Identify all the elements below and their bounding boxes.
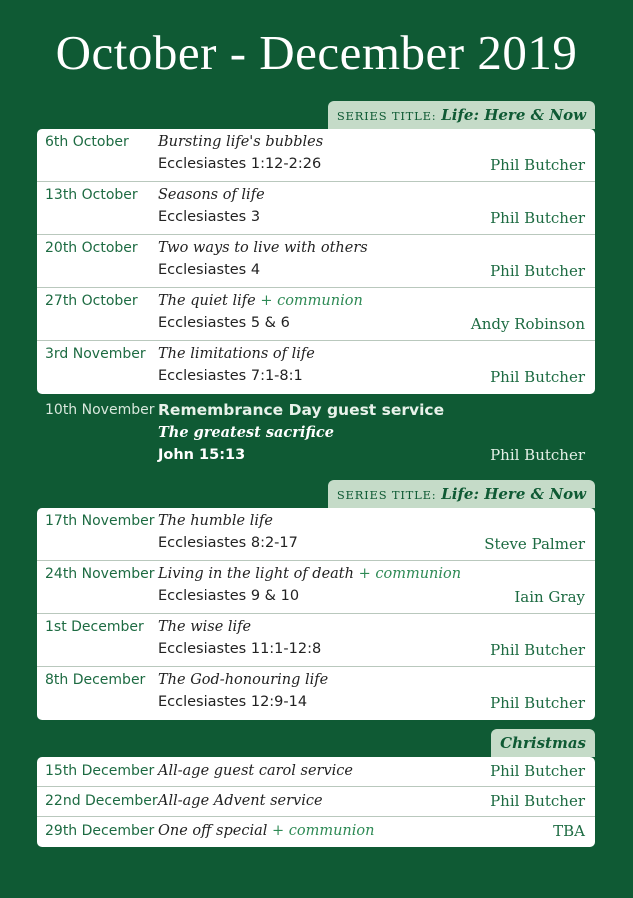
service-date: 8th December xyxy=(45,672,146,688)
sermon-topic: Two ways to live with others xyxy=(158,240,368,256)
sermon-topic: Living in the light of death + communion xyxy=(158,566,462,582)
service-date: 22nd December xyxy=(45,793,158,809)
christmas-tag xyxy=(491,729,595,757)
speaker-name: Phil Butcher xyxy=(490,792,585,810)
speaker-name: Phil Butcher xyxy=(490,368,585,386)
bible-passage: Ecclesiastes 12:9-14 xyxy=(158,694,308,710)
schedule-row xyxy=(37,561,595,614)
schedule-row xyxy=(37,614,595,667)
schedule-card-3 xyxy=(37,757,595,847)
christmas-label: Christmas xyxy=(500,734,586,752)
sermon-topic: All-age guest carol service xyxy=(158,763,353,779)
service-date: 6th October xyxy=(45,134,129,150)
schedule-row xyxy=(37,129,595,182)
speaker-name: Phil Butcher xyxy=(490,762,585,780)
sermon-topic: The quiet life + communion xyxy=(158,293,363,309)
service-date: 29th December xyxy=(45,823,155,839)
speaker-name: Phil Butcher xyxy=(490,446,585,464)
speaker-name: TBA xyxy=(553,822,585,840)
speaker-name: Phil Butcher xyxy=(490,156,585,174)
sermon-topic: Seasons of life xyxy=(158,187,265,203)
sermon-topic: The wise life xyxy=(158,619,252,635)
sermon-topic: The greatest sacrifice xyxy=(158,424,334,441)
schedule-row xyxy=(37,787,595,817)
speaker-name: Iain Gray xyxy=(514,588,585,606)
sermon-topic: One off special + communion xyxy=(158,823,375,839)
service-date: 10th November xyxy=(45,402,155,418)
speaker-name: Phil Butcher xyxy=(490,262,585,280)
schedule-card-2 xyxy=(37,508,595,720)
bible-passage: Ecclesiastes 5 & 6 xyxy=(158,315,290,331)
bible-passage: Ecclesiastes 3 xyxy=(158,209,261,225)
schedule-row xyxy=(37,341,595,394)
bible-passage: Ecclesiastes 7:1-8:1 xyxy=(158,368,303,384)
bible-passage: Ecclesiastes 11:1-12:8 xyxy=(158,641,322,657)
service-date: 17th November xyxy=(45,513,155,529)
speaker-name: Phil Butcher xyxy=(490,209,585,227)
series-name: Life: Here & Now xyxy=(441,106,586,124)
series-prefix: SERIES TITLE: xyxy=(336,488,437,502)
speaker-name: Steve Palmer xyxy=(484,535,585,553)
special-service xyxy=(37,400,595,470)
schedule-row xyxy=(37,508,595,561)
service-date: 13th October xyxy=(45,187,138,203)
bible-passage: John 15:13 xyxy=(158,447,246,463)
sermon-topic: The God-honouring life xyxy=(158,672,329,688)
series-name: Life: Here & Now xyxy=(441,485,586,503)
special-heading: Remembrance Day guest service xyxy=(158,401,445,419)
sermon-topic: The limitations of life xyxy=(158,346,315,362)
schedule-row xyxy=(37,235,595,288)
series-tag xyxy=(328,101,595,129)
schedule-row xyxy=(37,288,595,341)
page-title: October - December 2019 xyxy=(55,25,578,80)
service-date: 27th October xyxy=(45,293,138,309)
bible-passage: Ecclesiastes 1:12-2:26 xyxy=(158,156,322,172)
schedule-row xyxy=(37,757,595,787)
series-tag xyxy=(328,480,595,508)
service-date: 20th October xyxy=(45,240,138,256)
bible-passage: Ecclesiastes 8:2-17 xyxy=(158,535,298,551)
bible-passage: Ecclesiastes 9 & 10 xyxy=(158,588,300,604)
speaker-name: Andy Robinson xyxy=(470,315,585,333)
service-date: 1st December xyxy=(45,619,144,635)
sermon-topic: Bursting life's bubbles xyxy=(158,134,324,150)
schedule-card-1 xyxy=(37,129,595,394)
schedule-row xyxy=(37,182,595,235)
schedule-row xyxy=(37,667,595,720)
schedule-row xyxy=(37,817,595,847)
service-date: 15th December xyxy=(45,763,155,779)
sermon-topic: The humble life xyxy=(158,513,273,529)
speaker-name: Phil Butcher xyxy=(490,694,585,712)
series-prefix: SERIES TITLE: xyxy=(336,109,437,123)
sermon-topic: All-age Advent service xyxy=(158,793,323,809)
bible-passage: Ecclesiastes 4 xyxy=(158,262,261,278)
service-date: 24th November xyxy=(45,566,155,582)
speaker-name: Phil Butcher xyxy=(490,641,585,659)
service-date: 3rd November xyxy=(45,346,146,362)
